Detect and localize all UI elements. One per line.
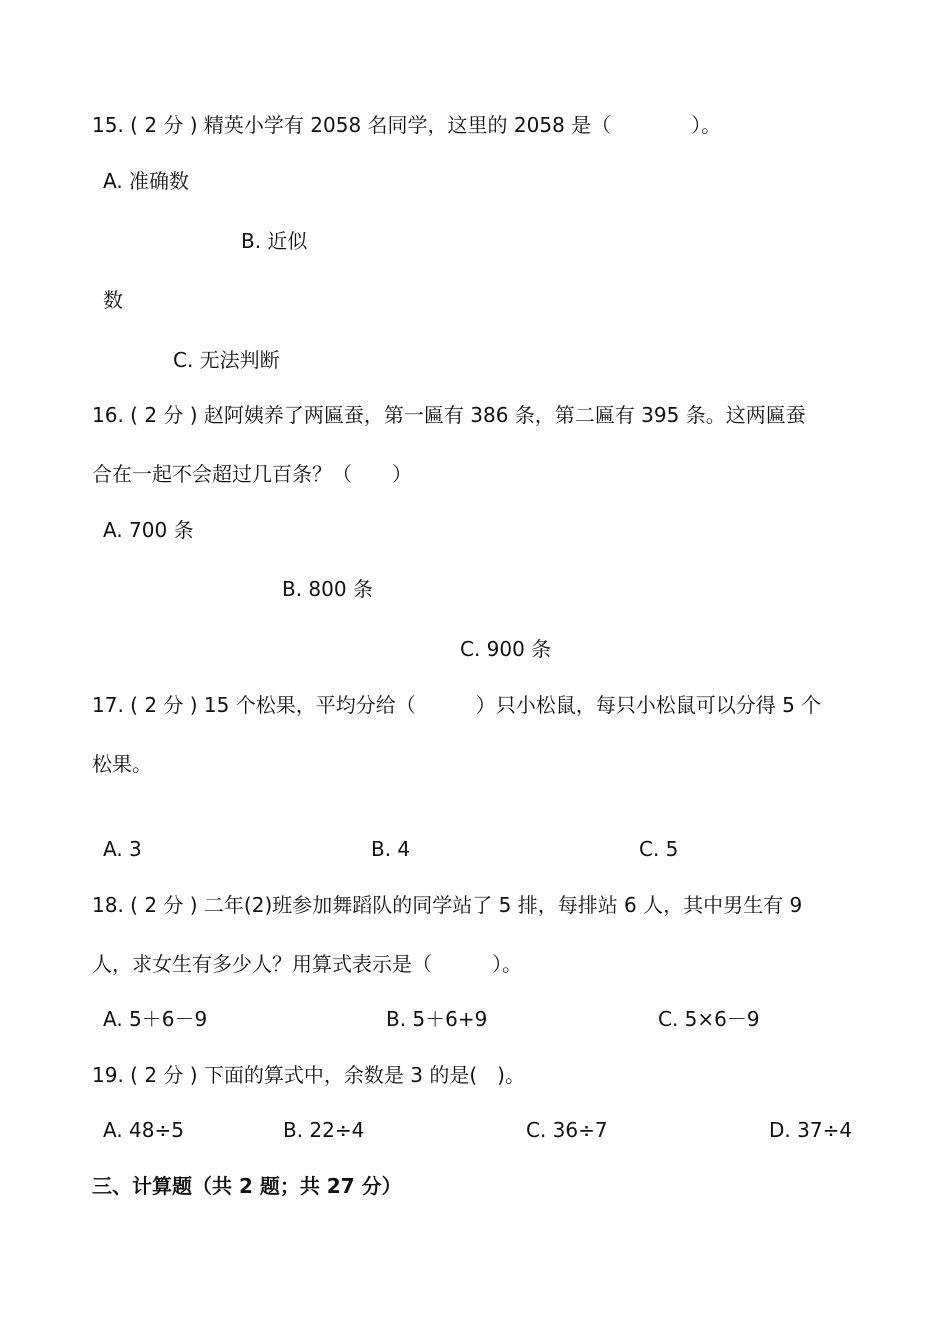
question-16-option-c[interactable]: C. 900 条 xyxy=(460,637,552,661)
question-15-option-c[interactable]: C. 无法判断 xyxy=(173,348,280,372)
question-15-option-a[interactable]: A. 准确数 xyxy=(103,169,190,193)
question-19-stem: 19. ( 2 分 ) 下面的算式中，余数是 3 的是( )。 xyxy=(92,1063,525,1087)
question-19-option-b[interactable]: B. 22÷4 xyxy=(283,1118,365,1142)
question-17-option-a[interactable]: A. 3 xyxy=(103,837,142,861)
question-18-stem-line-1: 18. ( 2 分 ) 二年(2)班参加舞蹈队的同学站了 5 排，每排站 6 人，其中男生有 9 xyxy=(92,893,803,917)
question-16-option-b[interactable]: B. 800 条 xyxy=(282,577,373,601)
question-16-option-a[interactable]: A. 700 条 xyxy=(103,518,194,542)
question-15-option-b[interactable]: B. 近似 xyxy=(241,229,308,253)
section-heading: 三、计算题（共 2 题；共 27 分） xyxy=(92,1174,402,1198)
question-17-stem-line-2: 松果。 xyxy=(92,752,152,776)
question-18-option-c[interactable]: C. 5×6－9 xyxy=(658,1007,760,1031)
question-17-option-c[interactable]: C. 5 xyxy=(639,837,679,861)
question-18-stem-line-2: 人，求女生有多少人？用算式表示是（ ）。 xyxy=(92,952,522,976)
question-15-option-b-continued: 数 xyxy=(103,288,123,312)
question-17-option-b[interactable]: B. 4 xyxy=(371,837,411,861)
question-18-option-a[interactable]: A. 5＋6－9 xyxy=(103,1007,208,1031)
question-17-stem-line-1: 17. ( 2 分 ) 15 个松果，平均分给（ ）只小松鼠，每只小松鼠可以分得 5 个 xyxy=(92,693,822,717)
question-19-option-d[interactable]: D. 37÷4 xyxy=(769,1118,853,1142)
question-19-option-a[interactable]: A. 48÷5 xyxy=(103,1118,184,1142)
question-19-option-c[interactable]: C. 36÷7 xyxy=(526,1118,608,1142)
question-15-stem: 15. ( 2 分 ) 精英小学有 2058 名同学，这里的 2058 是（ ）。 xyxy=(92,113,722,137)
question-16-stem-line-1: 16. ( 2 分 ) 赵阿姨养了两匾蚕，第一匾有 386 条，第二匾有 395 条。这两匾蚕 xyxy=(92,403,806,427)
question-16-stem-line-2: 合在一起不会超过几百条？（ ） xyxy=(92,462,412,486)
question-18-option-b[interactable]: B. 5＋6+9 xyxy=(386,1007,488,1031)
